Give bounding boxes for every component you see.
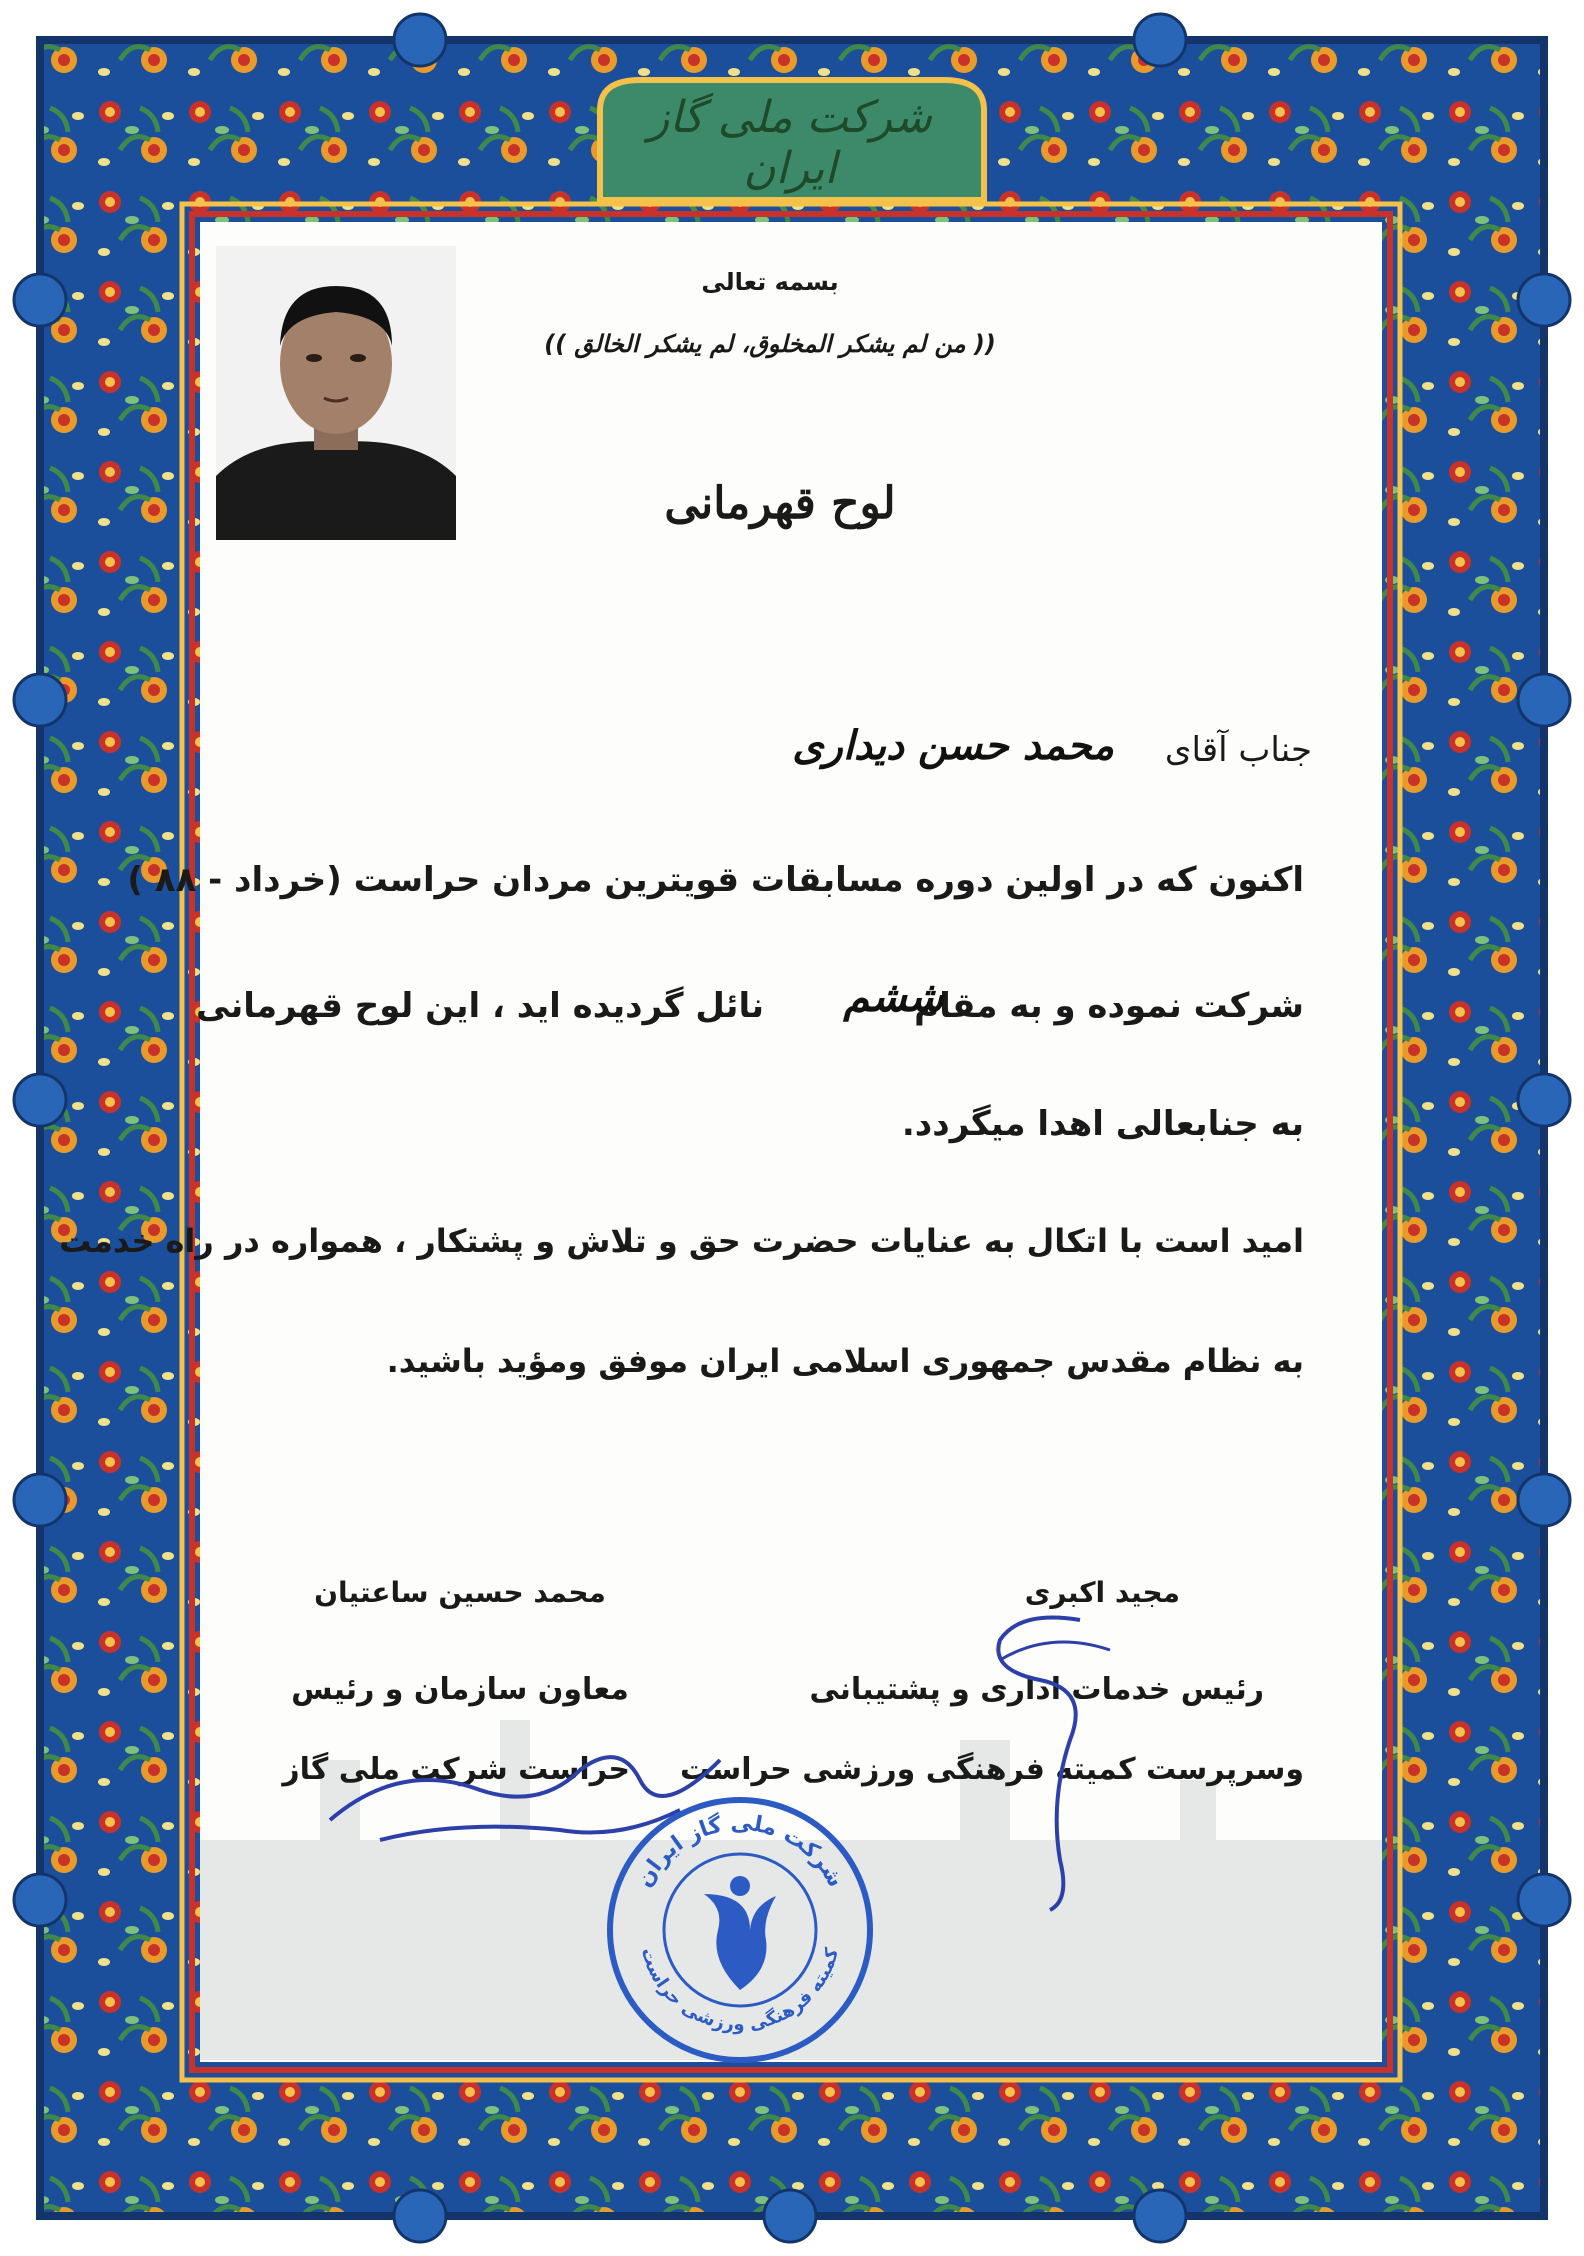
invocation-line1: بسمه تعالی [701,268,839,296]
signatory-left-title1: معاون سازمان و رئیس [291,1672,629,1707]
flame-emblem-icon [704,1876,776,1990]
signatory-right-name: مجید اکبری [1024,1576,1180,1609]
seal-top-text: شرکت ملی گاز ایران [631,1810,849,1892]
banner-company-name: شرکت ملی گاز ایران [648,92,932,194]
body-line2-end: نائل گردیده اید ، این لوح قهرمانی [196,986,764,1026]
signatory-left-name: محمد حسین ساعتیان [314,1576,606,1609]
body-line1: اکنون که در اولین دوره مسابقات قویترین مردان حراست (خرداد - ۸۸ ) [127,860,1304,900]
seal-bottom-text: کمیته فرهنگی ورزشی حراست [636,1945,843,2036]
page-title: لوح قهرمانی [664,478,896,529]
invocation-line2: (( من لم یشکر المخلوق، لم یشکر الخالق )) [544,330,996,358]
portrait-photo [216,246,456,540]
signature-right [960,1580,1180,1920]
body-line2-start: شرکت نموده و به مقام [914,986,1304,1026]
person-silhouette-icon [216,246,456,540]
signatory-right-title1: رئیس خدمات اداری و پشتیبانی [809,1672,1264,1707]
recipient-name: محمد حسن دیداری [792,722,1114,769]
signatory-left-title2: حراست شرکت ملی گاز [282,1752,630,1787]
signatory-right-title2: وسرپرست کمیته فرهنگی ورزشی حراست [679,1752,1304,1787]
official-seal [600,1790,880,2070]
body-line3: به جنابعالی اهدا میگردد. [901,1104,1304,1144]
body-line5: به نظام مقدس جمهوری اسلامی ایران موفق ومؤید باشید. [386,1342,1304,1380]
body-line4: امید است با اتکال به عنایات حضرت حق و تلاش و پشتکار ، همواره در راه خدمت [59,1222,1304,1260]
salutation: جناب آقای [1164,730,1312,770]
rank-text: ششم [843,972,944,1021]
